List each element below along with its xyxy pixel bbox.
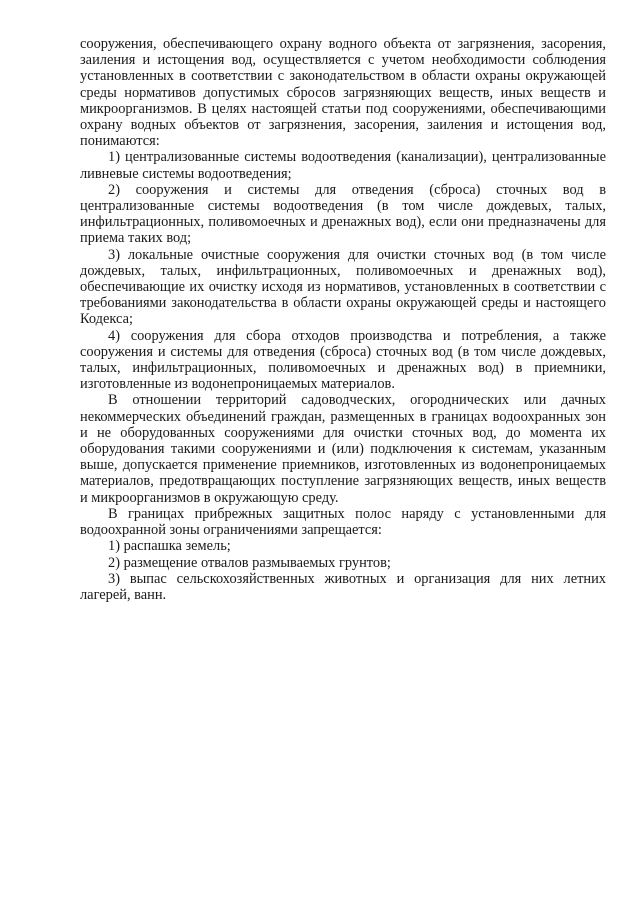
list-item-dumps: 2) размещение отвалов размываемых грунтов; [108,554,391,571]
list-item-ploughing: 1) распашка земель; [108,538,231,555]
list-item-waste-collection: 4) сооружения для сбора отходов производства и потребления, а также сооружения и системы для отведения (сброса) сточных вод (в том числе дождевых, талых, инфильтрационных, поливомоечных и дренажных вод) в приемники, изготовленные из водонепроницаемых материалов. [80,327,606,393]
list-item-discharge-systems: 2) сооружения и системы для отведения (сброса) сточных вод в централизованные системы водоотведения (в том числе дождевых, талых, инфильтрационных, поливомоечных и дренажных вод), если они предназначены для приема таких вод; [80,181,606,247]
list-item-grazing: 3) выпас сельскохозяйственных животных и организация для них летних лагерей, ванн. [80,570,606,603]
paragraph-garden-territories: В отношении территорий садоводческих, огороднических или дачных некоммерческих объединений граждан, размещенных в границах водоохранных зон и не оборудованных сооружениями для очистки сточных вод, до момента их оборудования такими сооружениями и (или) подключения к системам, указанным выше, допускается применение приемников, изготовленных из водонепроницаемых материалов, предотвращающих поступление загрязняющих веществ, иных веществ и микроорганизмов в окружающую среду. [80,392,606,506]
document-page [80,36,606,603]
list-item-centralized-systems: 1) централизованные системы водоотведения (канализации), централизованные ливневые системы водоотведения; [80,149,606,182]
paragraph-intro: сооружения, обеспечивающего охрану водного объекта от загрязнения, засорения, заиления и истощения вод, осуществляется с учетом необходимости соблюдения установленных в соответствии с законодательством в области охраны окружающей среды нормативов допустимых сбросов загрязняющих веществ, иных веществ и микроорганизмов. В целях настоящей статьи под сооружениями, обеспечивающими охрану водных объектов от загрязнения, засорения, заиления и истощения вод, понимаются: [80,36,606,150]
list-item-local-treatment: 3) локальные очистные сооружения для очистки сточных вод (в том числе дождевых, талых, инфильтрационных, поливомоечных и дренажных вод), обеспечивающие их очистку исходя из нормативов, установленных в соответствии с требованиями законодательства в области охраны окружающей среды и настоящего Кодекса; [80,246,606,328]
paragraph-coastal-strips: В границах прибрежных защитных полос наряду с установленными для водоохранной зоны ограничениями запрещается: [80,505,606,539]
